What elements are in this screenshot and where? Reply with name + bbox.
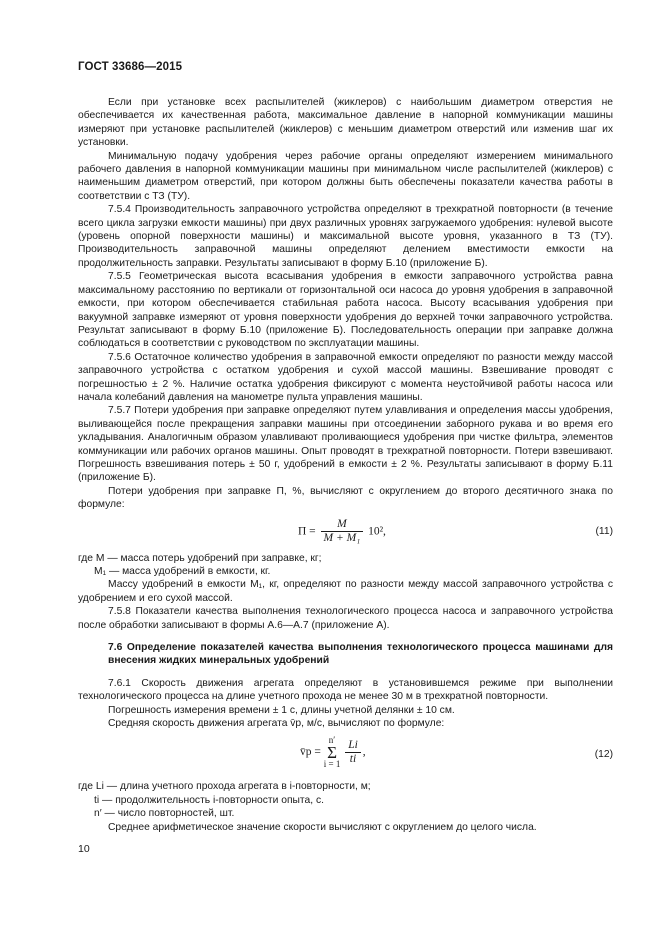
paragraph: Среднее арифметическое значение скорости вычисляют с округлением до целого числа. xyxy=(108,821,537,833)
paragraph: Если при установке всех распылителей (жиклеров) с наибольшим диаметром отверстия не обеспечивается их качественная работа, максимальное давление в напорной коммуникации машины измеряют при установке распылителей (жиклеров) с меньшим диаметром отверстий или изменив шаг их установки. xyxy=(78,97,613,149)
where-line xyxy=(78,565,613,578)
formula-number: (11) xyxy=(595,525,613,537)
fraction-numerator: Li xyxy=(345,739,361,753)
formula-fraction xyxy=(321,518,364,546)
where-line xyxy=(78,780,613,793)
document-header: ГОСТ 33686—2015 xyxy=(78,61,183,73)
sum-sign: Σ xyxy=(327,743,337,763)
symbol-description: — масса потерь удобрений при заправке, кг; xyxy=(107,552,322,564)
symbol: ti xyxy=(94,794,100,806)
fraction-denominator: M + M₁ xyxy=(323,532,361,544)
where-line xyxy=(78,794,613,807)
symbol-description: — длина учетного прохода агрегата в i-повторности, м; xyxy=(106,781,371,793)
symbol: n′ xyxy=(94,808,102,820)
formula-number: (12) xyxy=(594,749,613,761)
paragraph: Минимальную подачу удобрения через рабочие органы определяют измерением минимального рабочего давления в напорной коммуникации машины при минимальном числе распылителей (жиклеров) с наименьшим диаметром отверстий, при котором должны быть обеспечены показатели качества работы в соответствии с ТЗ (ТУ). xyxy=(78,150,613,202)
paragraph: Потери удобрения при заправке П, %, вычисляют с округлением до второго десятичного знака по формуле: xyxy=(78,485,613,511)
paragraph: Погрешность измерения времени ± 1 с, длины учетной делянки ± 10 см. xyxy=(108,704,455,716)
formula-fraction xyxy=(345,739,361,767)
formula-12-expression xyxy=(300,736,366,769)
sum-operator xyxy=(324,736,341,769)
formula-lhs: v̄p = xyxy=(300,746,321,759)
fraction-numerator: M xyxy=(321,518,364,532)
sum-upper-limit: n′ xyxy=(328,735,336,746)
symbol-description: — продолжительность i-повторности опыта, с. xyxy=(102,794,324,806)
formula-factor: 10², xyxy=(368,525,386,538)
paragraph: Массу удобрений в емкости M₁, кг, определяют по разности между массой заправочного устройства с удобрением и его сухой массой. xyxy=(78,579,613,604)
symbol-description: — число повторностей, шт. xyxy=(104,808,235,820)
page-number: 10 xyxy=(78,843,90,855)
paragraph-7-5-8: 7.5.8 Показатели качества выполнения технологического процесса насоса и заправочного устройства после обработки записывают в формы А.6—А.7 (приложение А). xyxy=(78,606,613,631)
symbol: M₁ xyxy=(94,566,107,577)
paragraph-7-5-7: 7.5.7 Потери удобрения при заправке определяют путем улавливания и определения массы удобрения, выливающейся после прекращения заправки машины при отсоединении заборного рукава и во время его укладывания. Аналогичным образом улавливают проливающиеся удобрения при чистке фильтра, элементов коммуникации или рабочих органов машины. Опыт проводят в трехкратной повторности. Потери взвешивают. Погрешность взвешивания потерь ± 50 г, удобрений в емкости ± 2 %. Результаты записывают в форму Б.11 (приложение Б). xyxy=(78,405,613,484)
paragraph: Средняя скорость движения агрегата v̄p, м/с, вычисляют по формуле: xyxy=(108,718,445,730)
symbol: где M xyxy=(78,552,105,564)
paragraph-7-5-4: 7.5.4 Производительность заправочного устройства определяют в трехкратной повторности (в течение всего цикла загрузки емкости машины) при двух различных уровнях загружаемого удобрения: нулевой высоте (уровень опорной поверхности машины) и максимальной высоте уровня, указанного в ТЗ (ТУ). Производительность заправочной машины определяют делением вместимости емкости на продолжительность заправки. Результаты записывают в форму Б.10 (приложение Б). xyxy=(78,204,613,269)
formula-lhs: П = xyxy=(298,525,316,538)
formula-11 xyxy=(78,518,613,548)
paragraph-7-5-6: 7.5.6 Остаточное количество удобрения в заправочной емкости определяют по разности между массой заправочного устройства с остатком удобрения и сухой массой машины. Взвешивание проводят с погрешностью ± 2 %. Наличие остатка удобрения фиксируют с момента неустойчивой работы насоса или начала колебаний давления на манометре пульта управления машины. xyxy=(78,351,613,403)
section-heading-7-6: 7.6 Определение показателей качества выполнения технологического процесса машинами для внесения жидких минеральных удобрений xyxy=(108,642,613,667)
fraction-denominator: ti xyxy=(349,753,357,766)
paragraph-7-6-1: 7.6.1 Скорость движения агрегата определяют в установившемся режиме при выполнении технологического процесса на длине учетного прохода не менее 30 м в трехкратной повторности. xyxy=(78,677,613,703)
paragraph-7-5-5: 7.5.5 Геометрическая высота всасывания удобрения в емкости заправочного устройства равна максимальному расстоянию по вертикали от горизонтальной оси насоса до уровня удобрения в заправочной емкости, при котором обеспечивается стабильная работа насоса. Высоту всасывания удобрения при вакуумной заправке измеряют от уровня поверхности удобрения до верхней точки заправочного устройства. Результат записывают в форму Б.10 (приложение Б). Последовательность операции при заправке должна соблюдаться в соответствии с руководством по эксплуатации машины. xyxy=(78,271,613,350)
formula-11-expression xyxy=(298,518,386,546)
formula-12 xyxy=(78,736,613,776)
symbol: где Li xyxy=(78,781,104,793)
symbol-description: — масса удобрений в емкости, кг. xyxy=(108,566,271,577)
sum-lower-limit: i = 1 xyxy=(323,759,341,770)
formula-tail: , xyxy=(362,746,366,759)
where-line xyxy=(78,807,613,820)
where-line xyxy=(78,552,613,565)
page-body xyxy=(78,96,613,834)
